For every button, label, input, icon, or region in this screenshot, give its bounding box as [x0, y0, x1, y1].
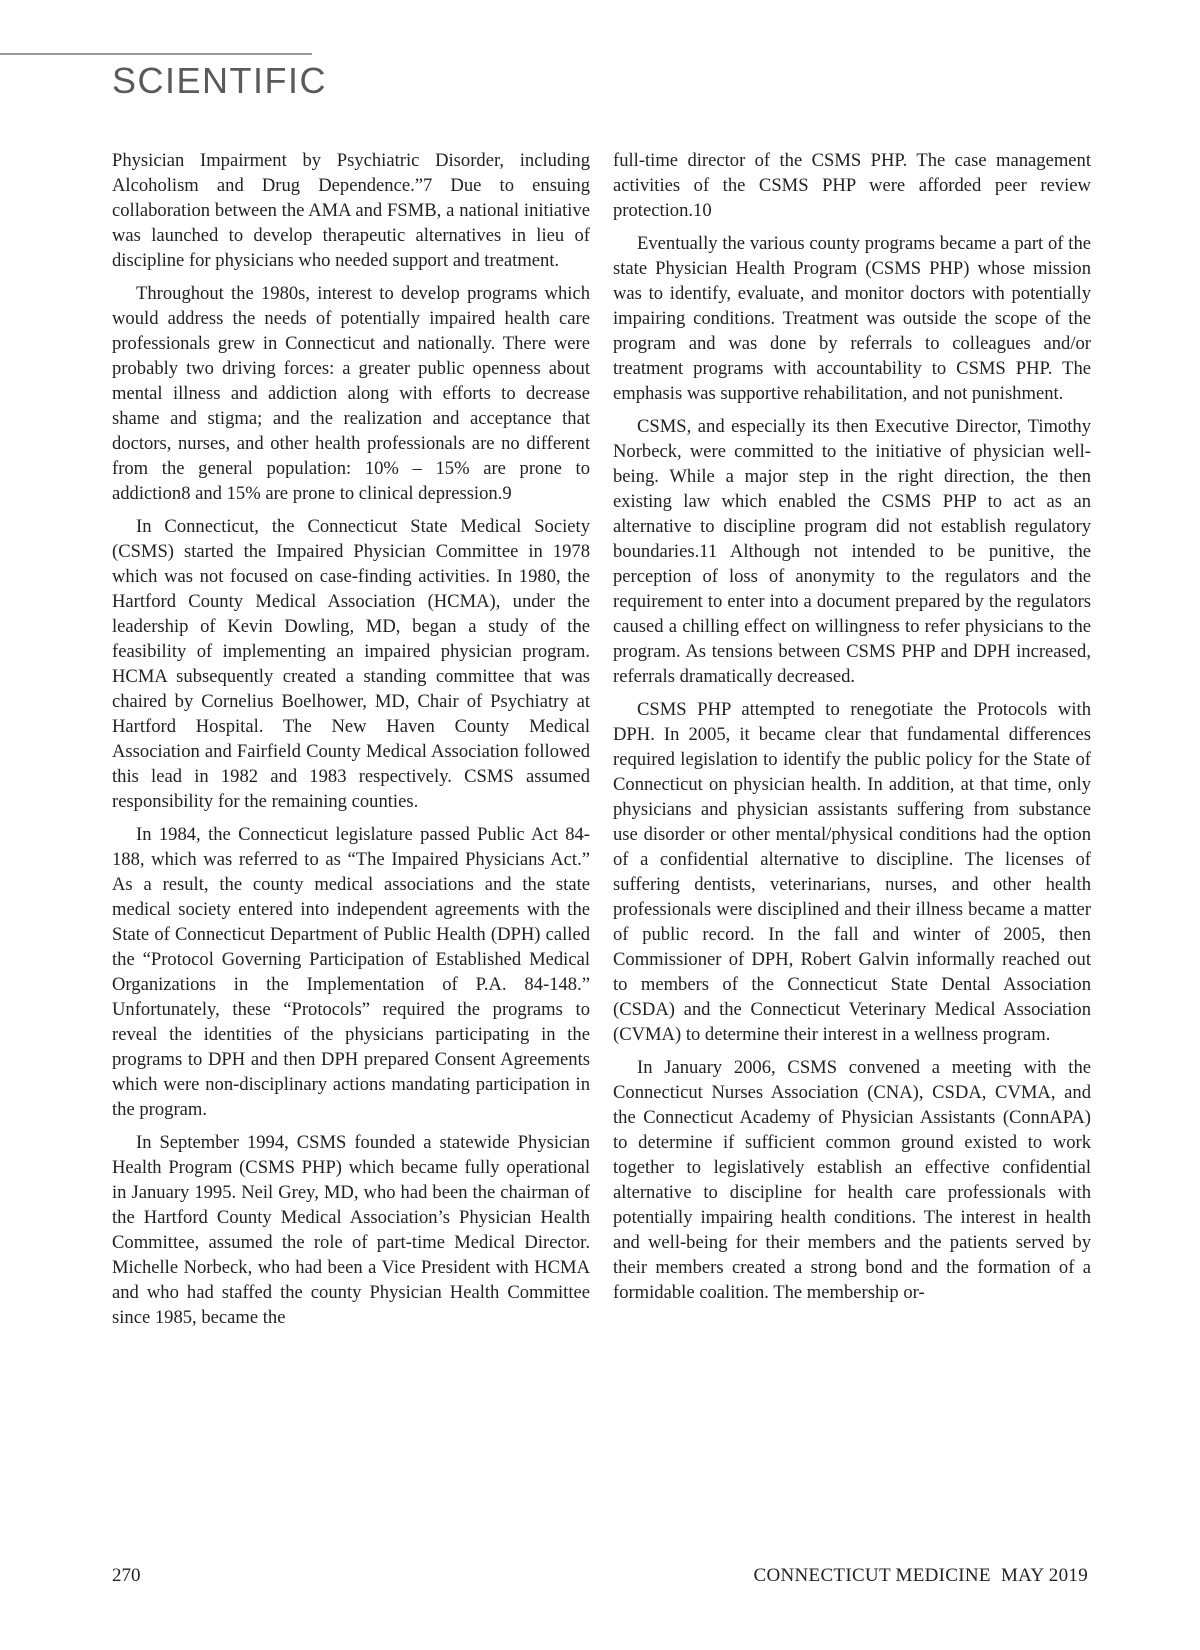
paragraph: In January 2006, CSMS convened a meeting with the Connecticut Nurses Association (CNA), CSDA, CVMA, and the Connecticut Academy of Physician Assistants (ConnAPA) to determine if sufficient common ground existed to work together to legislatively establish an effective confidential alternative to discipline for health care professionals with potentially impairing health conditions. The interest in health and well-being for their members and the patients served by their members created a strong bond and the formation of a formidable coalition. The membership or-	[613, 1057, 1091, 1303]
section-heading: SCIENTIFIC	[112, 60, 328, 101]
paragraph: In September 1994, CSMS founded a statewide Physician Health Program (CSMS PHP) which became fully operational in January 1995. Neil Grey, MD, who had been the chairman of the Hartford County Medical Association’s Physician Health Committee, assumed the role of part-time Medical Director. Michelle Norbeck, who had been a Vice President with HCMA and who had staffed the county Physician Health Committee since 1985, became the	[112, 1132, 590, 1328]
issue-date: MAY 2019	[1000, 1565, 1088, 1586]
paragraph: Throughout the 1980s, interest to develop programs which would address the needs of potentially impaired health care professionals grew in Connecticut and nationally. There were probably two driving forces: a greater public openness about mental illness and addiction along with efforts to decrease shame and stigma; and the realization and acceptance that doctors, nurses, and other health professionals are no different from the general population: 10% – 15% are prone to addiction8 and 15% are prone to clinical depression.9	[112, 283, 590, 504]
paragraph: In 1984, the Connecticut legislature passed Public Act 84-188, which was referred to as “The Impaired Physicians Act.” As a result, the county medical associations and the state medical society entered into independent agreements with the State of Connecticut Department of Public Health (DPH) called the “Protocol Governing Participation of Established Medical Organizations in the Implementation of P.A. 84-148.” Unfortunately, these “Protocols” required the programs to reveal the identities of the physicians participating in the programs to DPH and then DPH prepared Consent Agreements which were non-disciplinary actions mandating participation in the program.	[112, 824, 590, 1120]
left-column	[112, 148, 590, 1338]
paragraph: full-time director of the CSMS PHP. The case management activities of the CSMS PHP were afforded peer review protection.10	[613, 150, 1091, 221]
journal-name: CONNECTICUT MEDICINE	[753, 1565, 991, 1586]
paragraph: In Connecticut, the Connecticut State Medical Society (CSMS) started the Impaired Physician Committee in 1978 which was not focused on case-finding activities. In 1980, the Hartford County Medical Association (HCMA), under the leadership of Kevin Dowling, MD, began a study of the feasibility of implementing an impaired physician program. HCMA subsequently created a standing committee that was chaired by Cornelius Boelhower, MD, Chair of Psychiatry at Hartford Hospital. The New Haven County Medical Association and Fairfield County Medical Association followed this lead in 1982 and 1983 respectively. CSMS assumed responsibility for the remaining counties.	[112, 516, 590, 812]
running-footer	[754, 1565, 1089, 1587]
header-rule	[0, 53, 312, 55]
page-number: 270	[112, 1565, 141, 1586]
paragraph: CSMS PHP attempted to renegotiate the Protocols with DPH. In 2005, it became clear that fundamental differences required legislation to identify the public policy for the State of Connecticut on physician health. In addition, at that time, only physicians and physician assistants suffering from substance use disorder or other mental/physical conditions had the option of a confidential alternative to discipline. The licenses of suffering dentists, veterinarians, nurses, and other health professionals were disciplined and their illness became a matter of public record. In the fall and winter of 2005, then Commissioner of DPH, Robert Galvin informally reached out to members of the Connecticut State Dental Association (CSDA) and the Connecticut Veterinary Medical Association (CVMA) to determine their interest in a wellness program.	[613, 699, 1091, 1045]
paragraph: Eventually the various county programs became a part of the state Physician Health Program (CSMS PHP) whose mission was to identify, evaluate, and monitor doctors with potentially impairing conditions. Treatment was outside the scope of the program and was done by referrals to colleagues and/or treatment programs with accountability to CSMS PHP. The emphasis was supportive rehabilitation, and not punishment.	[613, 233, 1091, 404]
right-column	[613, 148, 1091, 1313]
paragraph: CSMS, and especially its then Executive Director, Timothy Norbeck, were committed to the initiative of physician well-being. While a major step in the right direction, the then existing law which enabled the CSMS PHP to act as an alternative to discipline program did not establish regulatory boundaries.11 Although not intended to be punitive, the perception of loss of anonymity to the regulators and the requirement to enter into a document prepared by the regulators caused a chilling effect on willingness to refer physicians to the program. As tensions between CSMS PHP and DPH increased, referrals dramatically decreased.	[613, 416, 1091, 687]
paragraph: Physician Impairment by Psychiatric Disorder, including Alcoholism and Drug Dependence.”7 Due to ensuing collaboration between the AMA and FSMB, a national initiative was launched to develop therapeutic alternatives in lieu of discipline for physicians who needed support and treatment.	[112, 150, 590, 271]
